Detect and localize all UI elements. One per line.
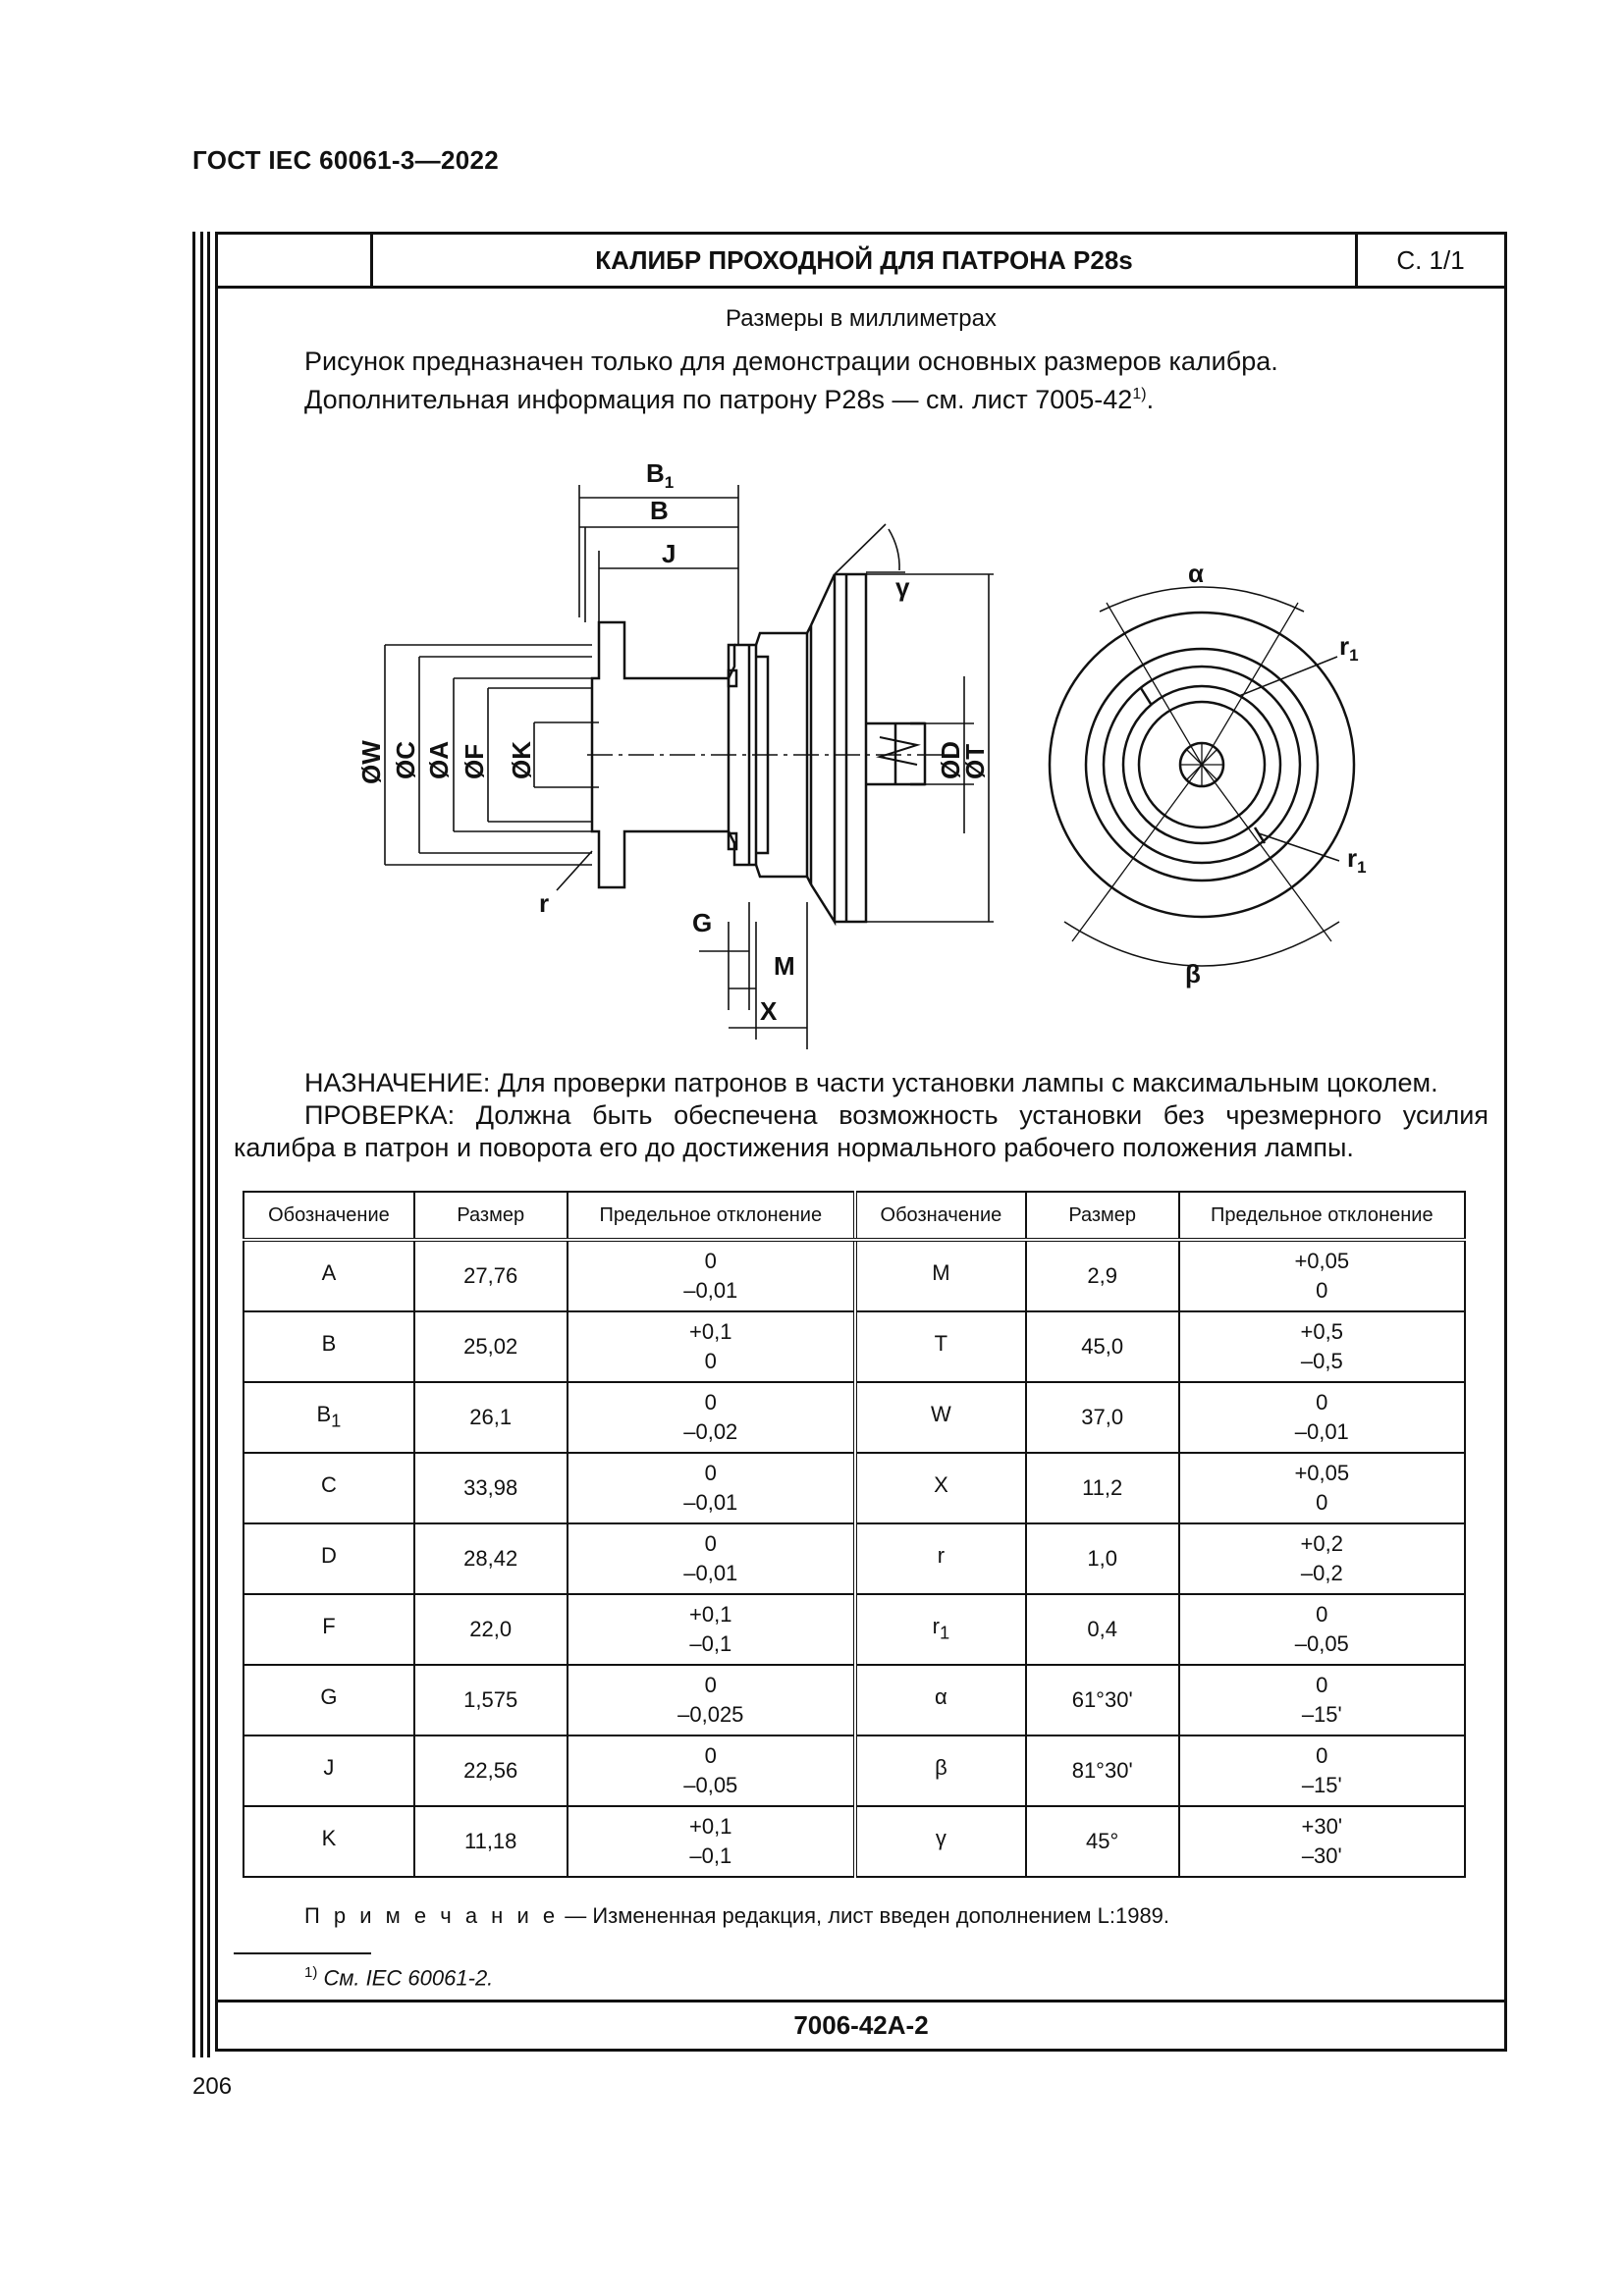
label-r1-lower: $r_1$: [1347, 843, 1367, 877]
label-g: G: [692, 908, 713, 937]
label-j: J: [662, 539, 676, 568]
col-header: Обозначение: [855, 1192, 1026, 1240]
sheet-number: 7006-42A-2: [218, 2000, 1504, 2049]
col-header: Размер: [1026, 1192, 1179, 1240]
binding-line: [192, 232, 195, 2057]
binding-line: [200, 232, 203, 2057]
check-line: калибра в патрон и поворота его до достижения нормального рабочего положения лампы.: [234, 1133, 1354, 1162]
table-row: $B_1$ 26,1 0 –0,02 W 37,0 0 –0,01: [243, 1382, 1465, 1453]
sheet-page: С. 1/1: [1396, 245, 1465, 275]
col-header: Предельное отклонение: [1179, 1192, 1465, 1240]
note: П р и м е ч а н и е — Измененная редакция, лист введен дополнением L:1989.: [304, 1903, 1170, 1928]
label-b1: $B_1$: [646, 458, 675, 492]
label-beta: β: [1185, 959, 1201, 988]
table-header: [243, 1192, 1465, 1240]
col-header: Обозначение: [243, 1192, 414, 1240]
check-line: ПРОВЕРКА: Должна быть обеспечена возможность установки без чрезмерного усилия: [304, 1100, 1488, 1130]
page-number: 206: [192, 2073, 233, 2100]
footnote-separator: [234, 1952, 371, 1954]
table-row: C 33,98 0 –0,01 X 11,2 +0,05 0: [243, 1453, 1465, 1523]
purpose-line: НАЗНАЧЕНИЕ: Для проверки патронов в части установки лампы с максимальным цоколем.: [304, 1068, 1438, 1097]
cone-outline: [811, 574, 835, 922]
purpose-text: [234, 1067, 1488, 1164]
label-a: ØA: [424, 741, 454, 779]
table-row: A 27,76 0 –0,01 M 2,9 +0,05 0: [243, 1240, 1465, 1311]
table-row: J 22,56 0 –0,05 β 81°30' 0 –15': [243, 1735, 1465, 1806]
binding-line: [207, 232, 210, 2057]
table-row: K 11,18 +0,1 –0,1 γ 45° +30' –30': [243, 1806, 1465, 1877]
label-c: ØC: [391, 741, 420, 779]
dimension-table: [243, 1191, 1466, 1878]
label-gamma: γ: [895, 572, 910, 602]
label-r1-upper: $r_1$: [1339, 631, 1359, 665]
col-header: Размер: [414, 1192, 568, 1240]
table-row: B 25,02 +0,1 0 T 45,0 +0,5 –0,5: [243, 1311, 1465, 1382]
col-header: Предельное отклонение: [568, 1192, 855, 1240]
label-w: ØW: [356, 740, 386, 784]
table-row: F 22,0 +0,1 –0,1 $r_1$ 0,4 0 –0,05: [243, 1594, 1465, 1665]
label-d: ØD: [936, 741, 965, 779]
label-b: B: [650, 496, 669, 525]
label-f: ØF: [460, 743, 489, 779]
label-t: ØT: [960, 743, 990, 779]
intro-line: Дополнительная информация по патрону P28s — см. лист 7005-42$^{1)}$.: [304, 385, 1155, 414]
gauge-drawing: [218, 235, 1504, 1069]
label-r: r: [539, 888, 550, 918]
document-code: ГОСТ IEC 60061-3—2022: [192, 145, 499, 175]
sheet-frame: [215, 232, 1507, 2052]
table-row: G 1,575 0 –0,025 α 61°30' 0 –15': [243, 1665, 1465, 1735]
label-m: M: [774, 951, 795, 981]
sheet-title: КАЛИБР ПРОХОДНОЙ ДЛЯ ПАТРОНА P28s: [595, 245, 1133, 275]
label-alpha: α: [1188, 559, 1204, 588]
label-x: X: [760, 996, 778, 1026]
footnote: $^{1)}$ См. IEC 60061-2.: [304, 1964, 494, 1991]
table-row: D 28,42 0 –0,01 r 1,0 +0,2 –0,2: [243, 1523, 1465, 1594]
intro-line: Рисунок предназначен только для демонстрации основных размеров калибра.: [304, 347, 1278, 376]
label-k: ØK: [507, 741, 536, 779]
units-note: Размеры в миллиметрах: [726, 305, 997, 332]
